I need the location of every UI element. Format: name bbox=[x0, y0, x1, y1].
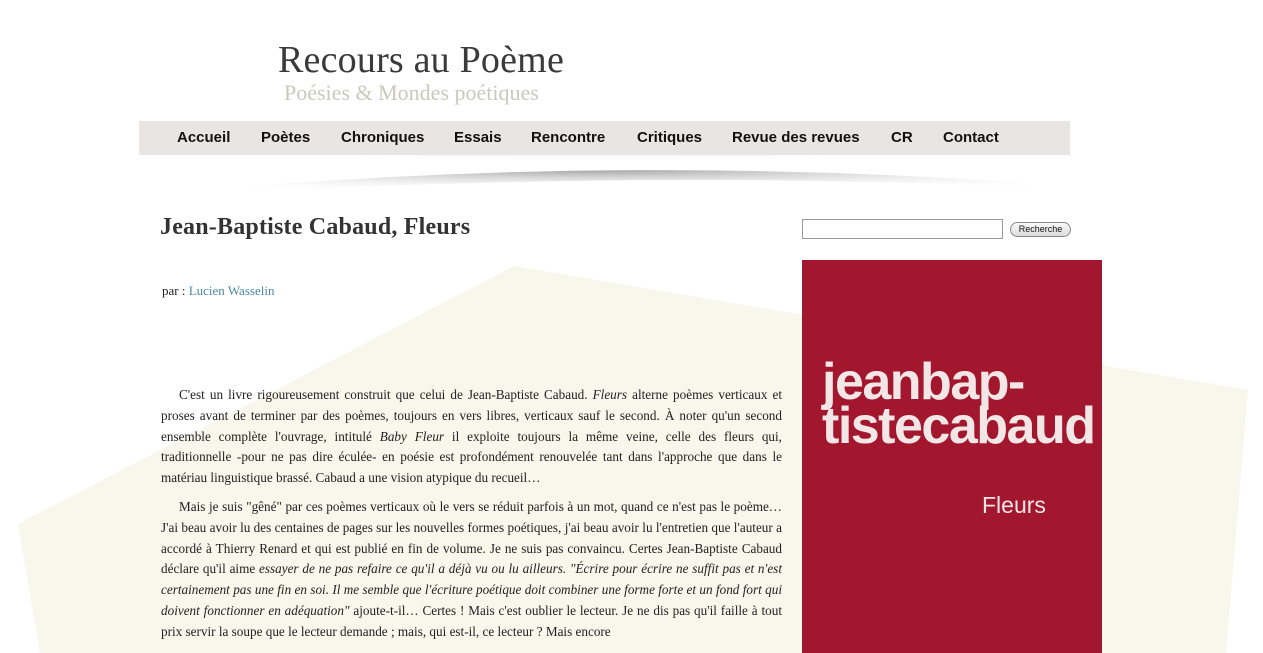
author-link[interactable]: Lucien Wasselin bbox=[188, 283, 275, 298]
byline bbox=[162, 283, 274, 299]
nav-item-revue-des-revues[interactable]: Revue des revues bbox=[732, 129, 860, 146]
nav-item-cr[interactable]: CR bbox=[891, 129, 913, 146]
article-paragraph bbox=[161, 385, 782, 489]
nav-item-poetes[interactable]: Poètes bbox=[261, 129, 311, 146]
nav-shadow bbox=[30, 150, 1160, 210]
article-paragraph bbox=[161, 497, 782, 643]
paragraph-text: alterne poèmes verticaux et proses avant de terminer par des poèmes, toujours en vers libres, verticaux sauf le second. À noter qu'un second ensemble complète l'ouvrage, intitulé bbox=[161, 387, 782, 444]
paragraph-text: C'est un livre rigoureusement construit que celui de Jean-Baptiste Cabaud. bbox=[179, 387, 593, 402]
paragraph-text: il exploite toujours la même veine, celle des fleurs qui, traditionnelle -pour ne pas dire éculée- en poésie est profondément renouvelée tant dans l'approche que dans le matériau linguistique brassé. Cabaud a une vision atypique du recueil… bbox=[161, 428, 782, 486]
nav-item-accueil[interactable]: Accueil bbox=[177, 129, 231, 146]
paragraph-text: Mais je suis "gêné" par ces poèmes verticaux où le vers se réduit parfois à un mot, quand ce n'est pas le poème… J'ai beau avoir lu des centaines de pages sur les nouvelles formes poétiques, j'ai beau avoir lu l'entretien que l'auteur a accordé à Thierry Renard et qui est publié en fin de volume. Je ne suis pas convaincu. Certes Jean-Baptiste Cabaud déclare qu'il aime bbox=[161, 498, 782, 577]
site-header bbox=[278, 38, 564, 104]
book-cover-image bbox=[802, 260, 1102, 653]
book-title: Baby Fleur bbox=[379, 428, 445, 444]
nav-item-critiques[interactable]: Critiques bbox=[637, 129, 703, 146]
byline-prefix: par : bbox=[162, 283, 189, 298]
nav-item-rencontre[interactable]: Rencontre bbox=[531, 129, 606, 146]
nav-item-contact[interactable]: Contact bbox=[943, 129, 999, 146]
site-title[interactable]: Recours au Poème bbox=[278, 39, 565, 81]
cover-title: Fleurs bbox=[982, 492, 1046, 518]
article-title: Jean-Baptiste Cabaud, Fleurs bbox=[160, 214, 471, 240]
cover-author-line: tistecabaud bbox=[822, 397, 1095, 455]
search-input[interactable] bbox=[802, 219, 1003, 239]
nav-item-chroniques[interactable]: Chroniques bbox=[341, 129, 425, 146]
quote-text: essayer de ne pas refaire ce qu'il a déjà vu ou lu ailleurs. "Écrire pour écrire ne suffit pas et n'est certainement pas une fin en soi. Il me semble que l'écriture poétique doit combiner une forme forte et un fond fort qui doivent fonctionner en adéquation" bbox=[161, 561, 782, 618]
article-body bbox=[161, 385, 782, 651]
paragraph-text: ajoute-t-il… Certes ! Mais c'est oublier le lecteur. Je ne dis pas qu'il faille à tout prix servir la soupe que le lecteur demande ; mais, qui est-il, ce lecteur ? Mais encore bbox=[161, 602, 782, 639]
cover-author bbox=[822, 353, 1102, 455]
search-button[interactable]: Recherche bbox=[1010, 222, 1071, 237]
main-navigation bbox=[139, 121, 1070, 155]
site-tagline: Poésies & Mondes poétiques bbox=[284, 80, 539, 105]
cover-author-line: jeanbap- bbox=[822, 353, 1024, 411]
book-title: Fleurs bbox=[592, 387, 628, 402]
nav-item-essais[interactable]: Essais bbox=[454, 129, 502, 146]
